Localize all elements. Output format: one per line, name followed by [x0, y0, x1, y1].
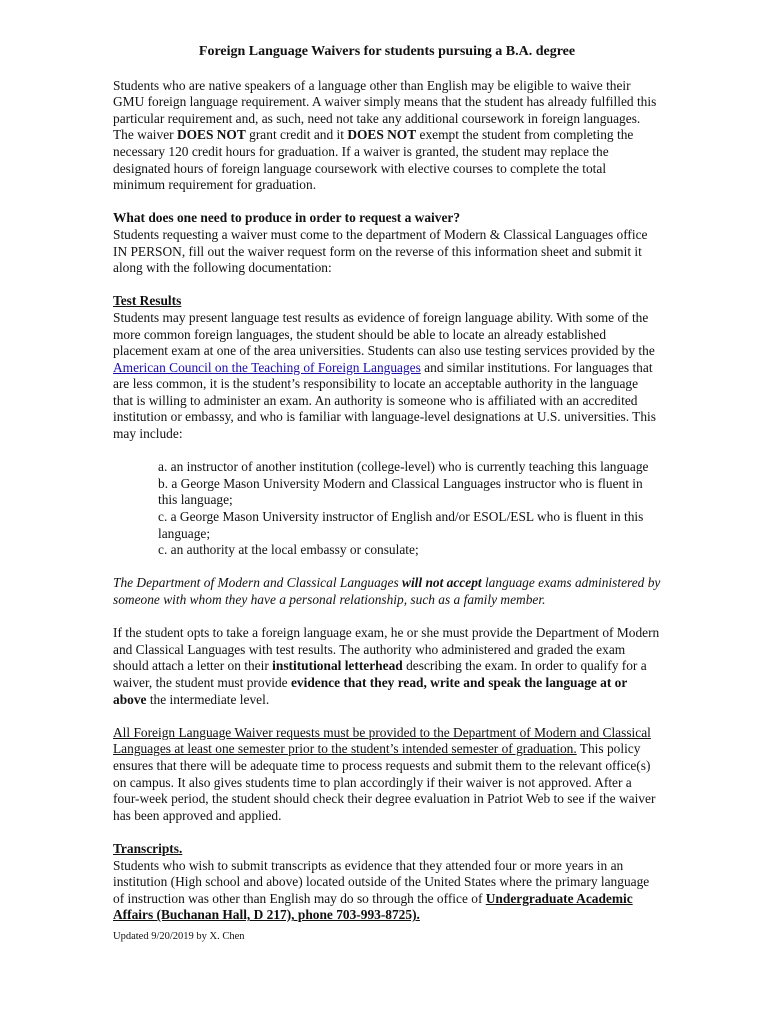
- request-heading: What does one need to produce in order to request a waiver?: [113, 210, 461, 226]
- exam-emphasis-1: institutional letterhead: [272, 658, 403, 674]
- note-text-1: The Department of Modern and Classical Languages: [113, 575, 403, 591]
- transcripts-heading: Transcripts.: [113, 840, 183, 856]
- exam-text-3: the intermediate level.: [146, 691, 270, 707]
- transcripts-office: Undergraduate Academic Affairs (Buchanan Hall, D 217), phone 703-993-8725).: [113, 890, 633, 923]
- exam-text-1: If the student opts to take a foreign language exam, he or she must provide the Department of Modern and Classical Languages with test results. The authority who administered and graded the exam should attach a letter on their: [113, 625, 660, 674]
- personal-relationship-note: [113, 575, 661, 608]
- note-emphasis: will not accept: [402, 575, 482, 591]
- transcripts-text: Students who wish to submit transcripts as evidence that they attended four or more years in an institution (High school and above) located outside of the United States where the primary language of instruction was other than English may do so through the office of: [113, 857, 650, 906]
- test-results-text-2: and similar institutions. For languages that are less common, it is the student’s responsibility to locate an acceptable authority in the language that is willing to administer an exam. An authority is someone who is affiliated with an accredited institution or embassy, and who is familiar with language-level designations at U.S. universities. This may include:: [113, 359, 656, 442]
- intro-text-2: grant credit and it: [245, 127, 348, 143]
- transcripts-paragraph: [113, 858, 661, 924]
- exam-text-2: describing the exam. In order to qualify for a waiver, the student must provide: [113, 658, 647, 690]
- authority-list: [158, 459, 661, 559]
- deadline-policy: All Foreign Language Waiver requests must be provided to the Department of Modern and Classical Languages at least one semester prior to the student’s intended semester of graduation.: [113, 724, 651, 757]
- list-item: a. an instructor of another institution (college-level) who is currently teaching this language: [158, 459, 649, 475]
- request-paragraph: Students requesting a waiver must come to the department of Modern & Classical Languages office IN PERSON, fill out the waiver request form on the reverse of this information sheet and submit it along with the following documentation:: [113, 226, 648, 276]
- test-results-text-1: Students may present language test results as evidence of foreign language ability. With some of the more common foreign languages, the student should be able to locate an already established placement exam at one of the area universities. Students can also use testing services provided by the: [113, 309, 655, 359]
- updated-footer: Updated 9/20/2019 by X. Chen: [113, 930, 245, 942]
- list-item: b. a George Mason University Modern and Classical Languages instructor who is fluent in this language;: [158, 475, 643, 508]
- list-item: c. an authority at the local embassy or consulate;: [158, 542, 419, 558]
- intro-text-1: Students who are native speakers of a language other than English may be eligible to waive their GMU foreign language requirement. A waiver simply means that the student has already fulfilled this particular requirement and, as such, need not take any additional coursework in foreign languages. The waiver: [113, 77, 657, 143]
- deadline-paragraph: [113, 725, 661, 825]
- deadline-text: This policy ensures that there will be adequate time to process requests and submit them to the relevant office(s) on campus. It also gives students time to plan accordingly if their waiver is not approved. After a four-week period, the student should check their degree evaluation in Patriot Web to see if the waiver has been approved and applied.: [113, 741, 656, 823]
- intro-text-3: exempt the student from completing the necessary 120 credit hours for graduation. If a waiver is granted, the student may replace the designated hours of foreign language coursework with elective courses to complete the total minimum requirement for graduation.: [113, 127, 634, 193]
- intro-emphasis-2: DOES NOT: [347, 127, 417, 143]
- page-title: Foreign Language Waivers for students pursuing a B.A. degree: [198, 44, 576, 59]
- list-item: c. a George Mason University instructor of English and/or ESOL/ESL who is fluent in this language;: [158, 509, 644, 541]
- actfl-link[interactable]: American Council on the Teaching of Foreign Languages: [113, 359, 421, 375]
- exam-paragraph: [113, 625, 661, 708]
- intro-paragraph: [113, 78, 661, 194]
- test-results-heading: Test Results: [113, 293, 182, 309]
- test-results-paragraph: [113, 310, 661, 443]
- note-text-2: language exams administered by someone with whom they have a personal relationship, such as a family member.: [113, 575, 661, 607]
- document-page: [113, 44, 661, 943]
- exam-emphasis-2: evidence that they read, write and speak the language at or above: [113, 674, 628, 707]
- intro-emphasis-1: DOES NOT: [176, 127, 246, 143]
